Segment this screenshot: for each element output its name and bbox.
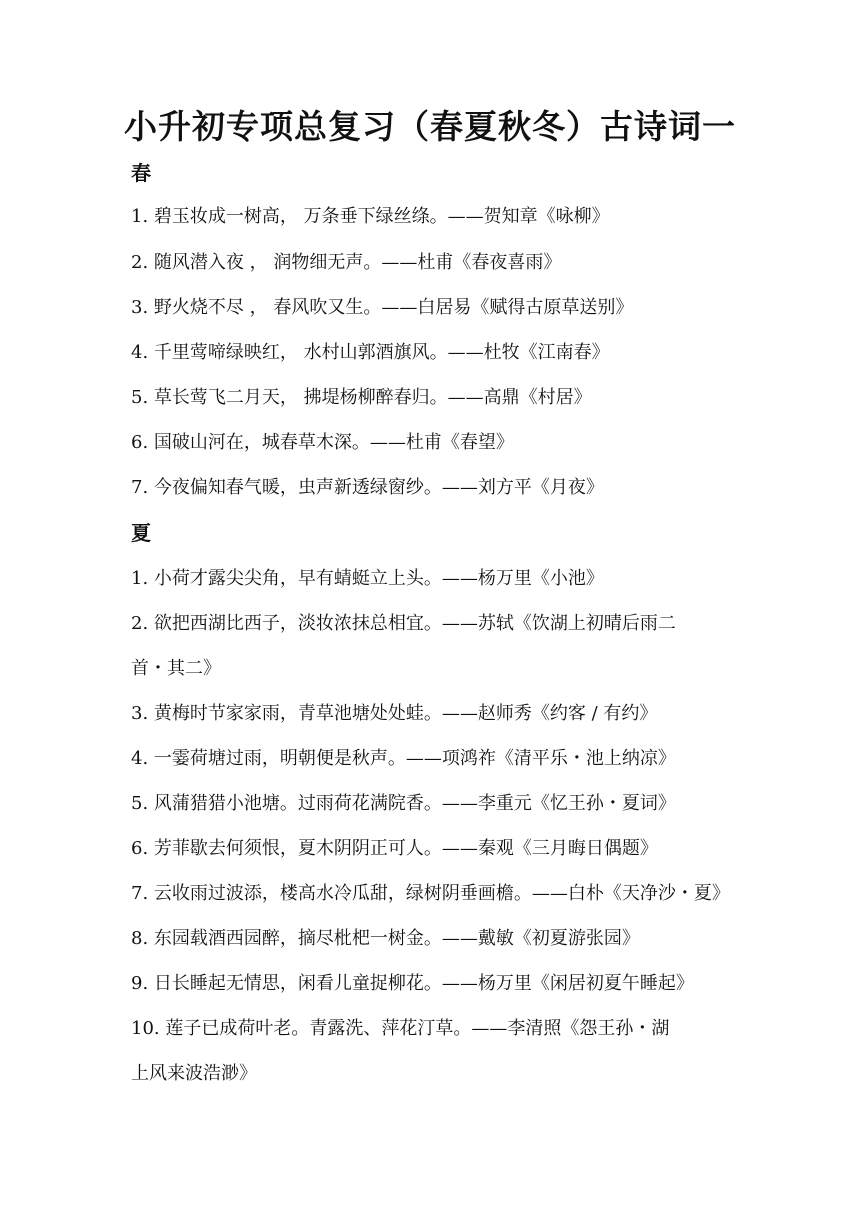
summer-line-5: 5. 风蒲猎猎小池塘。过雨荷花满院香。——李重元《忆王孙・夏词》 [131,793,676,814]
spring-line-3: 3. 野火烧不尽 ， 春风吹又生。——白居易《赋得古原草送别》 [131,297,634,318]
document-title: 小升初专项总复习（春夏秋冬）古诗词一 [124,107,736,146]
section-heading-spring: 春 [131,161,151,185]
summer-line-10: 10. 莲子已成荷叶老。青露洗、萍花汀草。——李清照《怨王孙・湖 [131,1018,670,1039]
spring-line-4: 4. 千里莺啼绿映红， 水村山郭酒旗风。——杜牧《江南春》 [131,342,610,363]
spring-line-1: 1. 碧玉妆成一树高， 万条垂下绿丝绦。——贺知章《咏柳》 [131,206,610,227]
spring-line-5: 5. 草长莺飞二月天， 拂堤杨柳醉春归。——高鼎《村居》 [131,387,592,408]
spring-line-6: 6. 国破山河在，城春草木深。——杜甫《春望》 [131,432,514,453]
section-heading-summer: 夏 [131,521,151,545]
summer-line-7: 7. 云收雨过波添，楼高水冷瓜甜，绿树阴垂画檐。——白朴《天净沙・夏》 [131,883,730,904]
summer-line-6: 6. 芳菲歇去何须恨，夏木阴阴正可人。——秦观《三月晦日偶题》 [131,838,658,859]
summer-line-2-continued: 首・其二》 [131,658,221,679]
summer-line-4: 4. 一霎荷塘过雨，明朝便是秋声。——项鸿祚《清平乐・池上纳凉》 [131,748,676,769]
summer-line-8: 8. 东园载酒西园醉，摘尽枇杷一树金。——戴敏《初夏游张园》 [131,928,640,949]
summer-line-10-continued: 上风来波浩渺》 [131,1063,257,1084]
summer-line-9: 9. 日长睡起无情思，闲看儿童捉柳花。——杨万里《闲居初夏午睡起》 [131,973,694,994]
spring-line-2: 2. 随风潜入夜 ， 润物细无声。——杜甫《春夜喜雨》 [131,252,562,273]
summer-line-3: 3. 黄梅时节家家雨，青草池塘处处蛙。——赵师秀《约客 / 有约》 [131,703,658,724]
summer-line-2: 2. 欲把西湖比西子，淡妆浓抹总相宜。——苏轼《饮湖上初晴后雨二 [131,613,676,634]
summer-line-1: 1. 小荷才露尖尖角，早有蜻蜓立上头。——杨万里《小池》 [131,568,604,589]
spring-line-7: 7. 今夜偏知春气暖，虫声新透绿窗纱。——刘方平《月夜》 [131,477,604,498]
